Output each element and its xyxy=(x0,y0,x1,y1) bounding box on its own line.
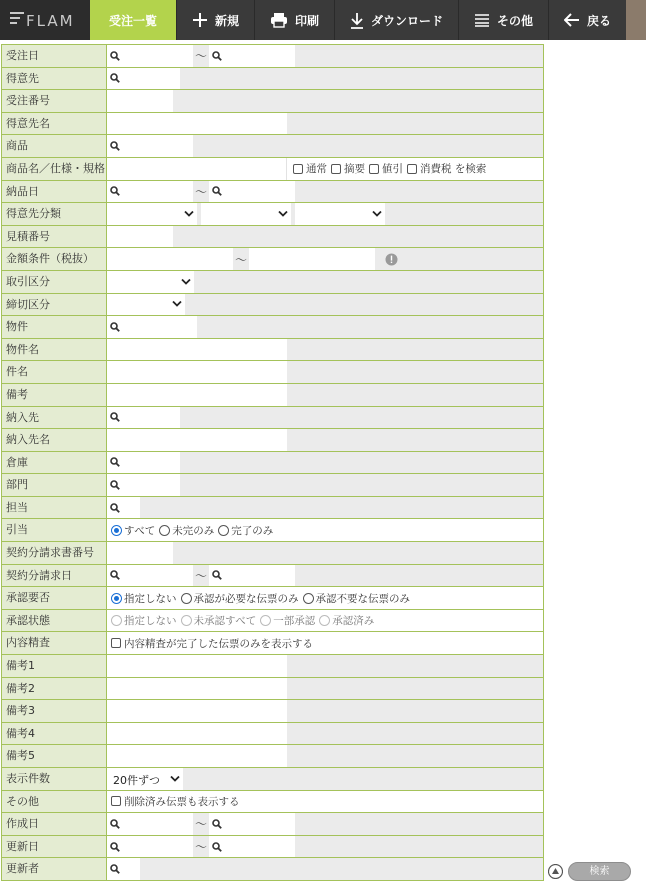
field-label: 納入先名 xyxy=(2,429,107,451)
customer-category-select-3[interactable] xyxy=(295,203,385,225)
approval-status-radio-unapproved: 未承認すべて xyxy=(181,613,257,628)
search-icon xyxy=(110,186,120,196)
info-icon[interactable] xyxy=(385,253,398,266)
property-input[interactable] xyxy=(107,316,197,338)
field-label: 納品日 xyxy=(2,181,107,203)
field-label: 備考5 xyxy=(2,745,107,767)
toolbar-edge xyxy=(626,0,646,40)
remarks-1-input[interactable] xyxy=(107,655,287,677)
row-customer-category xyxy=(2,203,544,226)
updated-date-from-input[interactable] xyxy=(107,836,193,858)
approval-required-radio-unspecified[interactable]: 指定しない xyxy=(111,591,177,606)
field-label: 備考4 xyxy=(2,723,107,745)
row-delivery-destination-name xyxy=(2,429,544,452)
radio-button[interactable] xyxy=(218,525,229,536)
warehouse-input[interactable] xyxy=(107,452,180,474)
order-date-from-input[interactable] xyxy=(107,45,193,67)
search-icon xyxy=(110,457,120,467)
checkbox-box[interactable] xyxy=(111,638,121,648)
field-label: 物件名 xyxy=(2,339,107,361)
show-deleted-checkbox[interactable]: 削除済み伝票も表示する xyxy=(111,794,240,809)
customer-category-select-1[interactable] xyxy=(107,203,197,225)
field-label: 受注日 xyxy=(2,45,107,67)
row-remarks-1 xyxy=(2,655,544,678)
search-form xyxy=(1,44,544,881)
contract-invoice-date-from-input[interactable] xyxy=(107,565,193,587)
other-menu-button[interactable] xyxy=(458,0,548,40)
radio-button xyxy=(111,615,122,626)
radio-button[interactable] xyxy=(111,525,122,536)
collapse-toggle-icon[interactable] xyxy=(548,864,563,879)
remarks-4-input[interactable] xyxy=(107,723,287,745)
field-label: 物件 xyxy=(2,316,107,338)
search-icon xyxy=(110,570,120,580)
field-label: 承認要否 xyxy=(2,587,107,609)
content-review-checkbox[interactable]: 内容精査が完了した伝票のみを表示する xyxy=(111,636,313,651)
row-remarks xyxy=(2,384,544,407)
contract-invoice-date-to-input[interactable] xyxy=(209,565,295,587)
remarks-5-input[interactable] xyxy=(107,745,287,767)
range-separator: 〜 xyxy=(194,184,207,199)
search-icon xyxy=(110,503,120,513)
field-label: 更新日 xyxy=(2,836,107,858)
field-label: 更新者 xyxy=(2,858,107,880)
field-label: 見積番号 xyxy=(2,226,107,248)
field-label: 得意先分類 xyxy=(2,203,107,225)
delivery-destination-input[interactable] xyxy=(107,407,180,429)
order-number-input[interactable] xyxy=(107,90,173,112)
tab-order-list-label: 受注一覧 xyxy=(108,13,157,28)
row-other xyxy=(2,791,544,814)
radio-button[interactable] xyxy=(303,593,314,604)
row-transaction-type xyxy=(2,271,544,294)
department-input[interactable] xyxy=(107,474,180,496)
row-product xyxy=(2,135,544,158)
search-icon xyxy=(110,864,120,874)
row-delivery-destination xyxy=(2,407,544,430)
row-approval-status xyxy=(2,610,544,633)
plus-icon xyxy=(192,12,208,28)
search-icon xyxy=(110,73,120,83)
delivery-destination-name-input[interactable] xyxy=(107,429,287,451)
field-label: 内容精査 xyxy=(2,632,107,654)
search-icon xyxy=(110,412,120,422)
search-icon xyxy=(212,819,222,829)
range-separator: 〜 xyxy=(234,252,247,267)
search-icon xyxy=(212,186,222,196)
approval-required-radio-needed[interactable]: 承認が必要な伝票のみ xyxy=(181,591,299,606)
field-label: 金額条件（税抜） xyxy=(2,248,107,270)
logo-text: FLAM xyxy=(26,12,75,30)
allocation-radio-all[interactable]: すべて xyxy=(111,523,155,538)
row-order-date xyxy=(2,45,544,68)
search-icon xyxy=(110,480,120,490)
remarks-2-input[interactable] xyxy=(107,678,287,700)
checkbox-box[interactable] xyxy=(369,164,379,174)
created-date-to-input[interactable] xyxy=(209,813,295,835)
field-label: 部門 xyxy=(2,474,107,496)
field-label: 得意先 xyxy=(2,68,107,90)
property-name-input[interactable] xyxy=(107,339,287,361)
allocation-radio-incomplete[interactable]: 未完のみ xyxy=(159,523,214,538)
search-icon xyxy=(212,570,222,580)
row-contract-invoice-number xyxy=(2,542,544,565)
search-icon xyxy=(110,842,120,852)
field-label: 契約分請求書番号 xyxy=(2,542,107,564)
subject-input[interactable] xyxy=(107,361,287,383)
radio-button[interactable] xyxy=(159,525,170,536)
row-remarks-5 xyxy=(2,745,544,768)
allocation-radio-complete[interactable]: 完了のみ xyxy=(218,523,273,538)
radio-button[interactable] xyxy=(181,593,192,604)
new-button[interactable] xyxy=(176,0,254,40)
consumption-tax-checkbox[interactable]: 消費税 を検索 xyxy=(407,161,486,176)
range-separator: 〜 xyxy=(194,840,207,855)
contract-invoice-number-input[interactable] xyxy=(107,542,173,564)
checkbox-box[interactable] xyxy=(293,164,303,174)
row-updated-date xyxy=(2,836,544,859)
row-display-count xyxy=(2,768,544,791)
field-label: 備考3 xyxy=(2,700,107,722)
updated-by-input[interactable] xyxy=(107,858,140,880)
chevron-down-icon xyxy=(170,775,180,783)
created-date-from-input[interactable] xyxy=(107,813,193,835)
search-icon xyxy=(110,322,120,332)
chevron-down-icon xyxy=(372,210,382,218)
chevron-down-icon xyxy=(181,278,191,286)
field-label: 作成日 xyxy=(2,813,107,835)
row-amount-condition xyxy=(2,248,544,271)
row-estimate-number xyxy=(2,226,544,249)
range-separator: 〜 xyxy=(194,49,207,64)
arrow-left-icon xyxy=(564,13,580,27)
row-approval-required xyxy=(2,587,544,610)
field-label: 承認状態 xyxy=(2,610,107,632)
checkbox-box[interactable] xyxy=(407,164,417,174)
field-label: 契約分請求日 xyxy=(2,565,107,587)
logo-mark-icon xyxy=(10,12,24,27)
updated-date-to-input[interactable] xyxy=(209,836,295,858)
search-icon xyxy=(212,51,222,61)
display-count-select[interactable] xyxy=(107,768,183,790)
download-button-label: ダウンロード xyxy=(370,13,443,28)
field-label: 備考 xyxy=(2,384,107,406)
field-label: 件名 xyxy=(2,361,107,383)
field-label: 引当 xyxy=(2,519,107,541)
delivery-date-from-input[interactable] xyxy=(107,181,193,203)
top-toolbar xyxy=(0,0,646,40)
approval-required-radio-not-needed[interactable]: 承認不要な伝票のみ xyxy=(303,591,411,606)
product-name-input[interactable] xyxy=(107,158,287,180)
radio-button xyxy=(260,615,271,626)
estimate-number-input[interactable] xyxy=(107,226,173,248)
tab-order-list[interactable] xyxy=(90,0,176,40)
row-contract-invoice-date xyxy=(2,565,544,588)
field-label: 備考1 xyxy=(2,655,107,677)
print-button-label: 印刷 xyxy=(294,13,319,28)
amount-from-input[interactable] xyxy=(107,248,233,270)
remarks-input[interactable] xyxy=(107,384,287,406)
chevron-down-icon xyxy=(278,210,288,218)
delivery-date-to-input[interactable] xyxy=(209,181,295,203)
field-label: 納入先 xyxy=(2,407,107,429)
discount-checkbox[interactable]: 値引 xyxy=(369,161,403,176)
print-button[interactable] xyxy=(254,0,334,40)
customer-input[interactable] xyxy=(107,68,180,90)
search-icon xyxy=(212,842,222,852)
row-updated-by xyxy=(2,858,544,881)
field-label: 担当 xyxy=(2,497,107,519)
range-separator: 〜 xyxy=(194,817,207,832)
row-created-date xyxy=(2,813,544,836)
field-label: その他 xyxy=(2,791,107,813)
back-button-label: 戻る xyxy=(586,13,611,28)
row-remarks-4 xyxy=(2,723,544,746)
row-remarks-3 xyxy=(2,700,544,723)
row-department xyxy=(2,474,544,497)
row-product-name xyxy=(2,158,544,181)
normal-checkbox[interactable]: 通常 xyxy=(293,161,327,176)
customer-name-input[interactable] xyxy=(107,113,287,135)
search-button[interactable]: 検索 xyxy=(568,862,631,881)
printer-icon xyxy=(270,12,288,28)
row-staff xyxy=(2,497,544,520)
download-button[interactable] xyxy=(334,0,458,40)
field-label: 備考2 xyxy=(2,678,107,700)
row-customer-name xyxy=(2,113,544,136)
approval-status-radio-approved: 承認済み xyxy=(319,613,374,628)
field-label: 受注番号 xyxy=(2,90,107,112)
chevron-down-icon xyxy=(184,210,194,218)
row-property-name xyxy=(2,339,544,362)
radio-button[interactable] xyxy=(111,593,122,604)
field-label: 商品名／仕様・規格 xyxy=(2,158,107,180)
new-button-label: 新規 xyxy=(214,13,239,28)
approval-status-radio-unspecified: 指定しない xyxy=(111,613,177,628)
row-closing-type xyxy=(2,294,544,317)
checkbox-box[interactable] xyxy=(331,164,341,174)
customer-category-select-2[interactable] xyxy=(201,203,291,225)
row-allocation xyxy=(2,519,544,542)
range-separator: 〜 xyxy=(194,568,207,583)
order-date-to-input[interactable] xyxy=(209,45,295,67)
field-label: 表示件数 xyxy=(2,768,107,790)
download-icon xyxy=(350,12,364,29)
row-customer xyxy=(2,68,544,91)
row-delivery-date xyxy=(2,181,544,204)
remarks-3-input[interactable] xyxy=(107,700,287,722)
product-input[interactable] xyxy=(107,135,193,157)
field-label: 締切区分 xyxy=(2,294,107,316)
row-content-review xyxy=(2,632,544,655)
radio-button xyxy=(319,615,330,626)
transaction-type-select[interactable] xyxy=(107,271,194,293)
radio-button xyxy=(181,615,192,626)
row-remarks-2 xyxy=(2,678,544,701)
closing-type-select[interactable] xyxy=(107,294,185,316)
row-warehouse xyxy=(2,452,544,475)
row-subject xyxy=(2,361,544,384)
staff-input[interactable] xyxy=(107,497,140,519)
search-icon xyxy=(110,141,120,151)
checkbox-box[interactable] xyxy=(111,796,121,806)
row-order-number xyxy=(2,90,544,113)
row-property xyxy=(2,316,544,339)
field-label: 商品 xyxy=(2,135,107,157)
display-count-value: 20件ずつ xyxy=(113,774,160,787)
back-button[interactable] xyxy=(548,0,626,40)
field-label: 取引区分 xyxy=(2,271,107,293)
search-icon xyxy=(110,51,120,61)
amount-to-input[interactable] xyxy=(249,248,375,270)
menu-lines-icon xyxy=(474,13,490,27)
other-menu-label: その他 xyxy=(496,13,533,28)
chevron-down-icon xyxy=(172,300,182,308)
field-label: 倉庫 xyxy=(2,452,107,474)
summary-checkbox[interactable]: 摘要 xyxy=(331,161,365,176)
approval-status-radio-partial: 一部承認 xyxy=(260,613,315,628)
field-label: 得意先名 xyxy=(2,113,107,135)
search-icon xyxy=(110,819,120,829)
flam-logo[interactable] xyxy=(0,0,90,40)
